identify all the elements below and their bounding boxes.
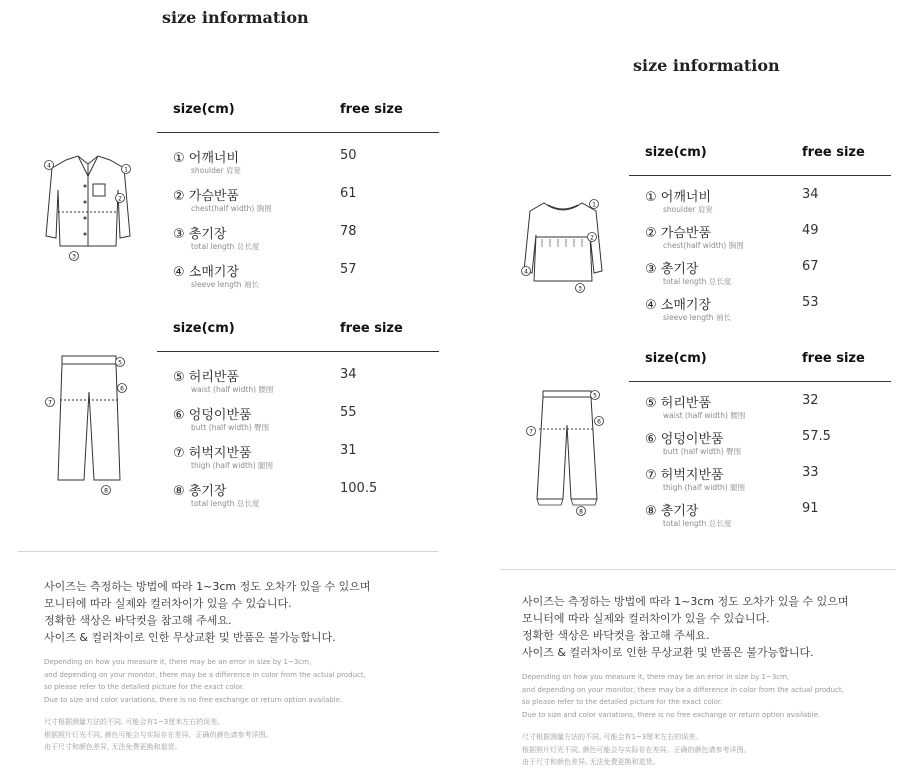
svg-text:8: 8 (104, 487, 108, 495)
marker-4 (45, 161, 54, 170)
measure-value: 34 (340, 367, 357, 382)
svg-text:3: 3 (578, 285, 582, 293)
header-free-size-label: free size (802, 351, 865, 366)
pants-drawing (44, 350, 134, 498)
svg-text:5: 5 (593, 392, 597, 400)
table-row (629, 182, 891, 218)
table-row (629, 218, 891, 254)
note-en-line: so please refer to the detailed picture for the exact color. (522, 698, 723, 706)
header-size-label: size(cm) (645, 351, 707, 366)
measure-name: ① 어깨너비 (645, 190, 712, 205)
measure-subtitle: thigh (half width) 腿围 (191, 461, 274, 470)
measure-name: ⑧ 총기장 (645, 504, 699, 519)
svg-text:2: 2 (118, 195, 122, 203)
svg-text:2: 2 (590, 234, 594, 242)
header-free-size-label: free size (802, 145, 865, 160)
header-free-size-label: free size (340, 102, 403, 117)
note-en-line: Due to size and color variations, there is no free exchange or return option available. (522, 710, 821, 719)
marker-2 (116, 194, 125, 203)
measure-value: 34 (802, 187, 819, 202)
table-row (157, 362, 439, 400)
table-row (629, 460, 891, 496)
table-row (629, 290, 891, 326)
measure-name: ⑤ 허리반품 (173, 370, 240, 385)
svg-text:4: 4 (524, 268, 528, 276)
note-cn-line: 由于尺寸和颜色差异, 无法免费更换和退货。 (44, 743, 182, 751)
header-free-size-label: free size (340, 321, 403, 336)
marker-5 (591, 391, 600, 400)
table-row (157, 438, 439, 476)
table-row (157, 257, 439, 295)
marker-7 (527, 427, 536, 436)
measure-subtitle: waist (half width) 腰围 (663, 411, 746, 420)
note-cn-line: 尺寸根据测量方法的不同, 可能会有1~3厘米左右的误差。 (522, 733, 703, 741)
svg-text:5: 5 (118, 359, 122, 367)
size-notes (44, 578, 370, 754)
measure-subtitle: total length 总长度 (191, 242, 260, 251)
marker-3 (576, 284, 585, 293)
svg-text:8: 8 (579, 508, 583, 516)
note-en-line: and depending on your monitor, there may be a difference in color from the actual product, (44, 670, 366, 679)
measure-value: 33 (802, 465, 819, 480)
note-cn-line: 根据照片灯光不同, 颜色可能会与实际存在差异。正确的颜色请参考详图。 (44, 730, 273, 739)
marker-3 (70, 252, 79, 261)
measure-subtitle: butt (half width) 臀围 (663, 447, 742, 456)
table-header (629, 145, 891, 176)
table-row (629, 388, 891, 424)
note-en-line: Depending on how you measure it, there may be an error in size by 1~3cm, (44, 658, 312, 666)
measure-subtitle: waist (half width) 腰围 (191, 385, 274, 394)
measure-subtitle: sleeve length 袖长 (663, 313, 731, 322)
bottom-size-table (157, 321, 439, 514)
top-size-table (629, 145, 891, 326)
table-row (157, 219, 439, 257)
measure-value: 53 (802, 295, 819, 310)
svg-text:4: 4 (47, 162, 51, 170)
table-row (157, 476, 439, 514)
note-en-line: Due to size and color variations, there is no free exchange or return option available. (44, 695, 343, 704)
note-en-line: so please refer to the detailed picture for the exact color. (44, 683, 245, 691)
measure-subtitle: sleeve length 袖长 (191, 280, 259, 289)
marker-1 (122, 165, 131, 174)
measure-name: ② 가슴반품 (173, 189, 240, 204)
measure-name: ③ 총기장 (645, 262, 699, 277)
measure-name: ⑥ 엉덩이반품 (173, 408, 252, 423)
top-size-table (157, 102, 439, 295)
note-kr-line: 사이즈는 측정하는 방법에 따라 1~3cm 정도 오차가 있을 수 있으며 (522, 595, 849, 608)
note-kr-line: 사이즈 & 컬러차이로 인한 무상교환 및 반품은 불가능합니다. (522, 646, 814, 659)
measure-subtitle: chest(half width) 胸围 (663, 241, 744, 250)
svg-text:1: 1 (592, 201, 596, 209)
note-kr-line: 사이즈는 측정하는 방법에 따라 1~3cm 정도 오차가 있을 수 있으며 (44, 580, 371, 593)
measure-value: 49 (802, 223, 819, 238)
marker-4 (522, 267, 531, 276)
measure-subtitle: shoulder 肩宽 (191, 166, 241, 175)
bottom-size-table (629, 351, 891, 532)
note-cn-line: 由于尺寸和颜色差异, 无法免费更换和退货。 (522, 758, 660, 766)
measure-subtitle: thigh (half width) 腿围 (663, 483, 746, 492)
section-divider (18, 551, 438, 552)
svg-text:7: 7 (48, 399, 52, 407)
size-notes (522, 593, 848, 769)
svg-text:6: 6 (597, 418, 601, 426)
measure-name: ② 가슴반품 (645, 226, 712, 241)
table-header (157, 102, 439, 133)
size-info-title: size information (633, 56, 780, 75)
measure-value: 57.5 (802, 429, 831, 444)
measure-name: ① 어깨너비 (173, 151, 240, 166)
measure-value: 61 (340, 186, 357, 201)
marker-6 (595, 417, 604, 426)
marker-6 (118, 384, 127, 393)
note-en-line: and depending on your monitor, there may be a difference in color from the actual product, (522, 685, 844, 694)
blouse-illustration (518, 195, 608, 295)
measure-subtitle: butt (half width) 臀围 (191, 423, 270, 432)
measure-subtitle: total length 总长度 (663, 277, 732, 286)
note-kr-line: 모니터에 따라 실제와 컬러차이가 있을 수 있습니다. (44, 597, 292, 610)
measure-name: ⑦ 허벅지반품 (645, 468, 724, 483)
measure-value: 32 (802, 393, 819, 408)
table-row (629, 254, 891, 290)
header-size-label: size(cm) (173, 321, 235, 336)
table-row (157, 400, 439, 438)
svg-text:3: 3 (72, 253, 76, 261)
measure-subtitle: shoulder 肩宽 (663, 205, 713, 214)
marker-2 (588, 233, 597, 242)
blouse-drawing (518, 195, 608, 295)
pants-drawing (523, 385, 613, 520)
marker-5 (116, 358, 125, 367)
measure-value: 91 (802, 501, 819, 516)
marker-7 (46, 398, 55, 407)
table-row (157, 181, 439, 219)
pants-illustration (44, 350, 134, 498)
measure-name: ④ 소매기장 (173, 265, 240, 280)
measure-value: 55 (340, 405, 357, 420)
shirt-drawing (38, 150, 138, 262)
marker-1 (590, 200, 599, 209)
measure-subtitle: total length 总长度 (663, 519, 732, 528)
measure-subtitle: chest(half width) 胸围 (191, 204, 272, 213)
measure-name: ④ 소매기장 (645, 298, 712, 313)
size-info-title: size information (162, 8, 309, 27)
header-size-label: size(cm) (173, 102, 235, 117)
marker-8 (102, 486, 111, 495)
svg-text:7: 7 (529, 428, 533, 436)
note-cn-line: 尺寸根据测量方法的不同, 可能会有1~3厘米左右的误差。 (44, 718, 225, 726)
measure-value: 67 (802, 259, 819, 274)
note-en-line: Depending on how you measure it, there may be an error in size by 1~3cm, (522, 673, 790, 681)
section-divider (500, 569, 896, 570)
measure-subtitle: total length 总长度 (191, 499, 260, 508)
measure-value: 78 (340, 224, 357, 239)
table-row (629, 496, 891, 532)
pants-illustration (523, 385, 613, 520)
measure-value: 31 (340, 443, 357, 458)
measure-name: ⑦ 허벅지반품 (173, 446, 252, 461)
measure-value: 50 (340, 148, 357, 163)
note-cn-line: 根据照片灯光不同, 颜色可能会与实际存在差异。正确的颜色请参考详图。 (522, 745, 751, 754)
measure-name: ⑥ 엉덩이반품 (645, 432, 724, 447)
measure-value: 100.5 (340, 481, 378, 496)
note-kr-line: 정확한 색상은 바닥컷을 참고해 주세요. (44, 614, 232, 627)
marker-8 (577, 507, 586, 516)
svg-text:6: 6 (120, 385, 124, 393)
measure-name: ⑧ 총기장 (173, 484, 227, 499)
shirt-illustration (38, 150, 138, 262)
table-row (157, 143, 439, 181)
header-size-label: size(cm) (645, 145, 707, 160)
table-row (629, 424, 891, 460)
svg-text:1: 1 (124, 166, 128, 174)
note-kr-line: 모니터에 따라 실제와 컬러차이가 있을 수 있습니다. (522, 612, 770, 625)
measure-name: ⑤ 허리반품 (645, 396, 712, 411)
table-header (629, 351, 891, 382)
note-kr-line: 사이즈 & 컬러차이로 인한 무상교환 및 반품은 불가능합니다. (44, 631, 336, 644)
right-size-panel (450, 0, 900, 784)
measure-name: ③ 총기장 (173, 227, 227, 242)
table-header (157, 321, 439, 352)
note-kr-line: 정확한 색상은 바닥컷을 참고해 주세요. (522, 629, 710, 642)
measure-value: 57 (340, 262, 357, 277)
